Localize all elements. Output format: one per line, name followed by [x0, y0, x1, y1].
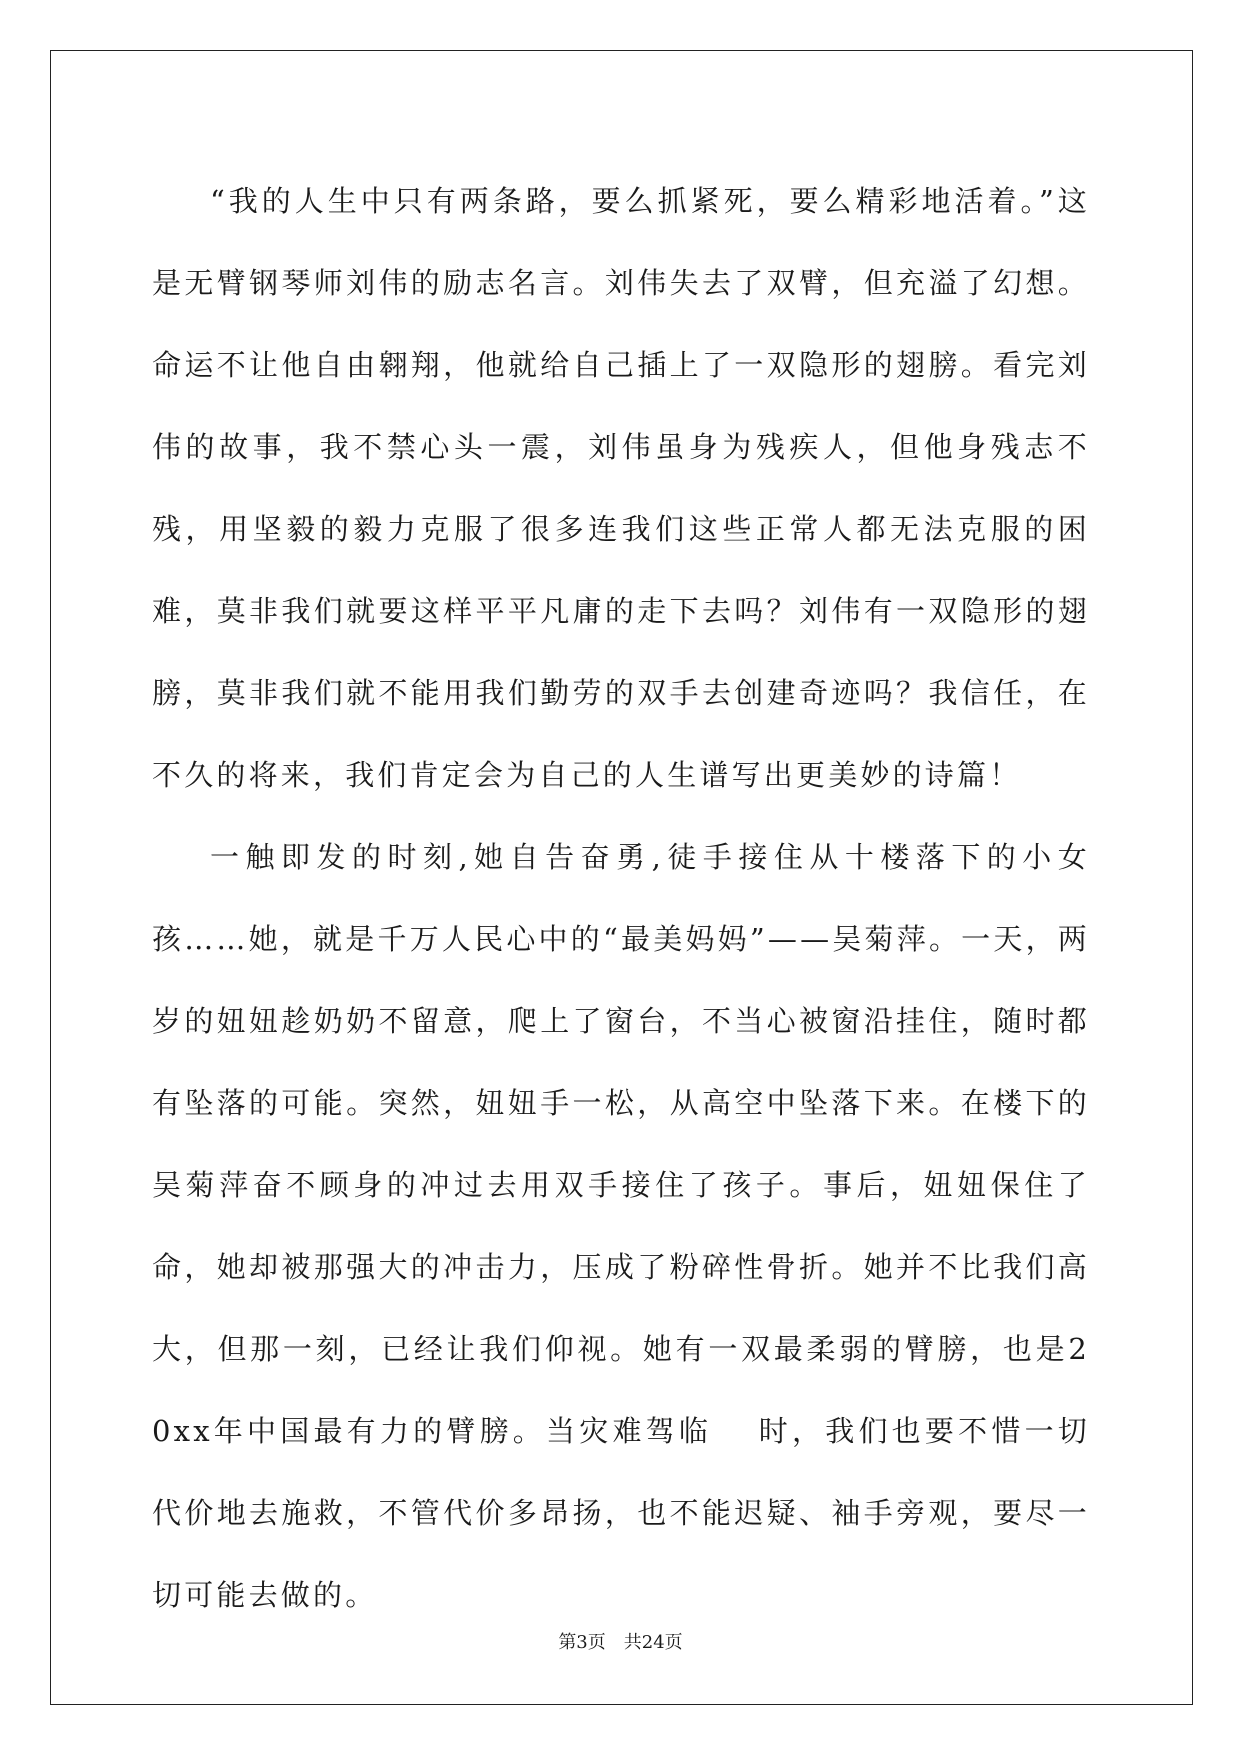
page-number-footer: 第3页 共24页 [558, 1632, 683, 1653]
paragraph-wu-juping: 一触即发的时刻,她自告奋勇,徒手接住从十楼落下的小女孩……她，就是千万人民心中的“最美妈妈”——吴菊萍。一天，两岁的妞妞趁奶奶不留意，爬上了窗台，不当心被窗沿挂住，随时都有坠落的可能。突然，妞妞手一松，从高空中坠落下来。在楼下的吴菊萍奋不顾身的冲过去用双手接住了孩子。事后，妞妞保住了命，她却被那强大的冲击力，压成了粉碎性骨折。她并不比我们高大，但那一刻，已经让我们仰视。她有一双最柔弱的臂膀，也是20xx年中国最有力的臂膀。当灾难驾临 时，我们也要不惜一切代价地去施救，不管代价多昂扬，也不能迟疑、袖手旁观，要尽一切可能去做的。 [152, 840, 1090, 1612]
document-body [152, 160, 1090, 1636]
paragraph-liu-wei: “我的人生中只有两条路，要么抓紧死，要么精彩地活着。”这是无臂钢琴师刘伟的励志名言。刘伟失去了双臂，但充溢了幻想。命运不让他自由翱翔，他就给自己插上了一双隐形的翅膀。看完刘伟的故事，我不禁心头一震，刘伟虽身为残疾人，但他身残志不残，用坚毅的毅力克服了很多连我们这些正常人都无法克服的困难，莫非我们就要这样平平凡庸的走下去吗？刘伟有一双隐形的翅膀，莫非我们就不能用我们勤劳的双手去创建奇迹吗？我信任，在不久的将来，我们肯定会为自己的人生谱写出更美妙的诗篇！ [152, 184, 1090, 792]
